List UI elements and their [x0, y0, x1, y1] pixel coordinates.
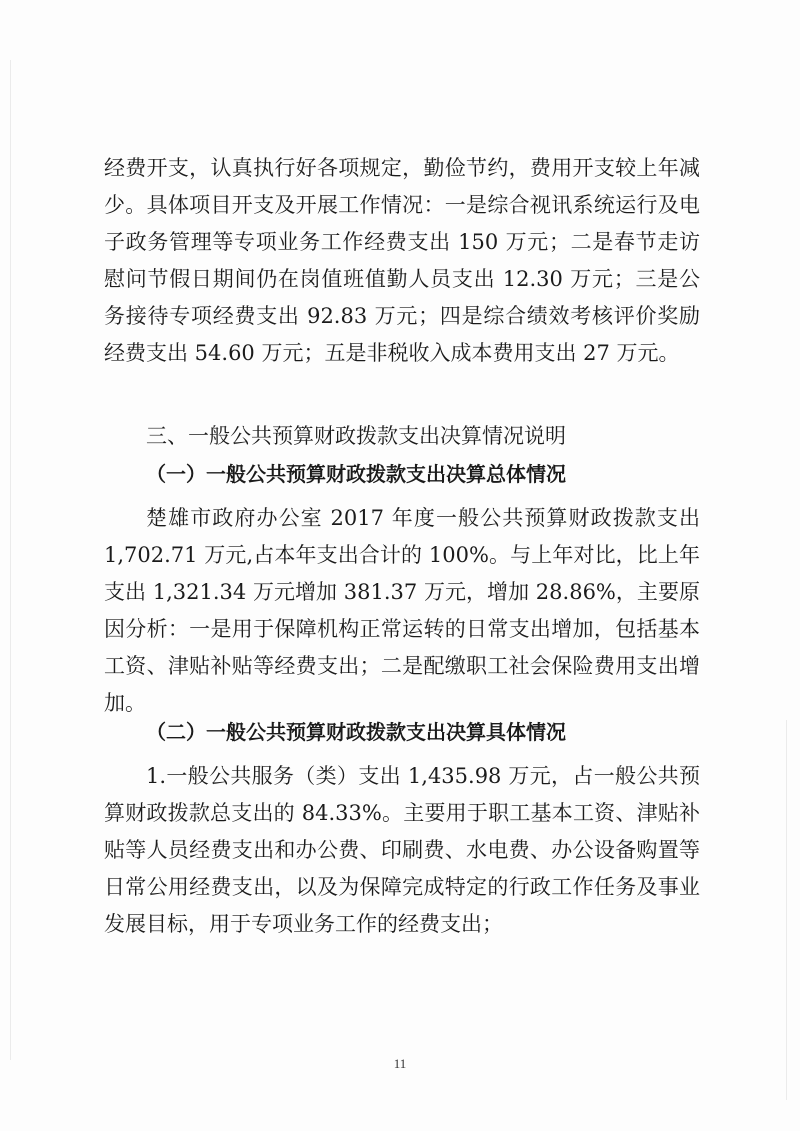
scan-margin-mark — [10, 60, 11, 1060]
subsection-heading: （一）一般公共预算财政拨款支出决算总体情况 — [146, 462, 566, 486]
scan-margin-mark — [786, 720, 787, 1100]
subsection-paragraph: 楚雄市政府办公室 2017 年度一般公共预算财政拨款支出 1,702.71 万元,占本年支出合计的 100%。与上年对比，比上年支出 1,321.34 万元增加 381.37 万元，增加 28.86%，主要原因分析：一是用于保障机构正常运转的日常支出增加，包括基本工资、津贴补贴等经费支出；二是配缴职工社会保险费用支出增加。 — [104, 506, 700, 715]
section-heading: 三、一般公共预算财政拨款支出决算情况说明 — [146, 424, 566, 448]
subsection-heading: （二）一般公共预算财政拨款支出决算具体情况 — [146, 720, 566, 744]
page-number: 11 — [393, 1056, 407, 1071]
subsection-paragraph: 1.一般公共服务（类）支出 1,435.98 万元，占一般公共预算财政拨款总支出的 84.33%。主要用于职工基本工资、津贴补贴等人员经费支出和办公费、印刷费、水电费、办公设备购置等日常公用经费支出，以及为保障完成特定的行政工作任务及事业发展目标，用于专项业务工作的经费支出； — [104, 764, 700, 936]
paragraph-continuation: 经费开支，认真执行好各项规定，勤俭节约，费用开支较上年减少。具体项目开支及开展工作情况：一是综合视讯系统运行及电子政务管理等专项业务工作经费支出 150 万元；二是春节走访慰问节假日期间仍在岗值班值勤人员支出 12.30 万元；三是公务接待专项经费支出 92.83 万元；四是综合绩效考核评价奖励经费支出 54.60 万元；五是非税收入成本费用支出 27 万元。 — [104, 156, 700, 365]
